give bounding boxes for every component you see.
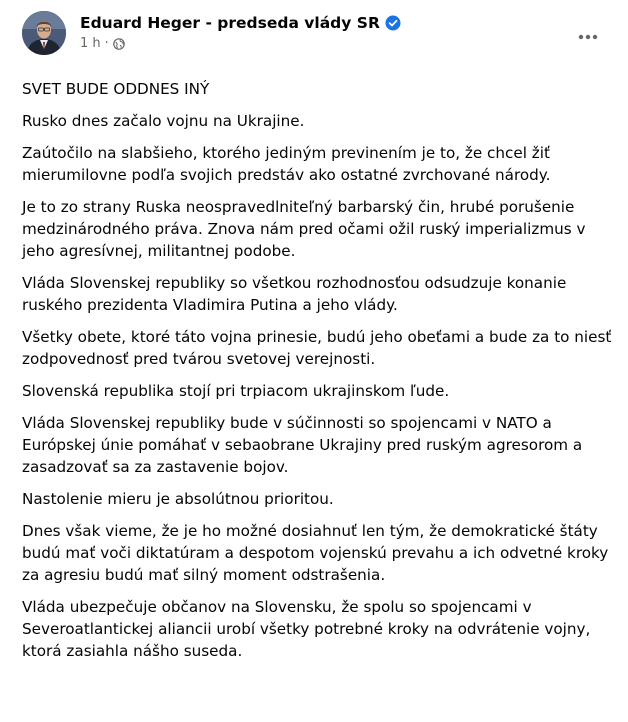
author-block [80, 14, 401, 51]
post-paragraph: Vláda Slovenskej republiky bude v súčinnosti so spojencami v NATO a Európskej únie pomáhať v sebaobrane Ukrajiny pred ruským agresorom a zasadzovať sa za zastavenie bojov. [22, 414, 583, 476]
avatar[interactable] [22, 11, 66, 55]
post-headline: SVET BUDE ODDNES INÝ [22, 80, 210, 98]
post-paragraph: Nastolenie mieru je absolútnou prioritou. [22, 490, 334, 508]
post-meta [80, 36, 401, 51]
post-paragraph: Vláda ubezpečuje občanov na Slovensku, že spolu so spojencami v Severoatlantickej aliancii urobí všetky potrebné kroky na odvrátenie vojny, ktorá zasiahla nášho suseda. [22, 598, 591, 660]
post-paragraph: Všetky obete, ktoré táto vojna prinesie, budú jeho obeťami a bude za to niesť zodpovednosť pred tvárou svetovej verejnosti. [22, 328, 612, 368]
post-paragraph: Je to zo strany Ruska neospravedlniteľný barbarský čin, hrubé porušenie medzinárodného práva. Znova nám pred očami ožil ruský imperializmus v jeho agresívnej, militantnej podobe. [22, 198, 586, 260]
post-timestamp[interactable]: 1 h [80, 36, 101, 51]
more-options-button[interactable] [570, 19, 606, 55]
meta-separator: · [104, 36, 109, 51]
more-horizontal-icon [578, 34, 598, 40]
post-paragraph: Zaútočilo na slabšieho, ktorého jediným previnením je to, že chcel žiť mierumilovne podľa svojich predstáv ako ostatné zvrchované národy. [22, 144, 551, 184]
verified-badge-icon [385, 15, 401, 31]
post-paragraph: Rusko dnes začalo vojnu na Ukrajine. [22, 112, 305, 130]
post-paragraph: Vláda Slovenskej republiky so všetkou rozhodnosťou odsudzuje konanie ruského prezidenta Vladimira Putina a jeho vlády. [22, 274, 567, 314]
globe-icon[interactable] [113, 38, 125, 50]
post-paragraph: Dnes však vieme, že je ho možné dosiahnuť len tým, že demokratické štáty budú mať voči diktatúram a despotom vojenskú prevahu a ich odvetné kroky za agresiu budú mať silný moment odstrašenia. [22, 522, 609, 584]
avatar-photo [22, 11, 66, 55]
author-name[interactable]: Eduard Heger - predseda vlády SR [80, 14, 380, 32]
post-body [22, 78, 612, 672]
author-row [80, 14, 401, 32]
post-paragraph: Slovenská republika stojí pri trpiacom ukrajinskom ľude. [22, 382, 450, 400]
post-header [22, 9, 612, 61]
